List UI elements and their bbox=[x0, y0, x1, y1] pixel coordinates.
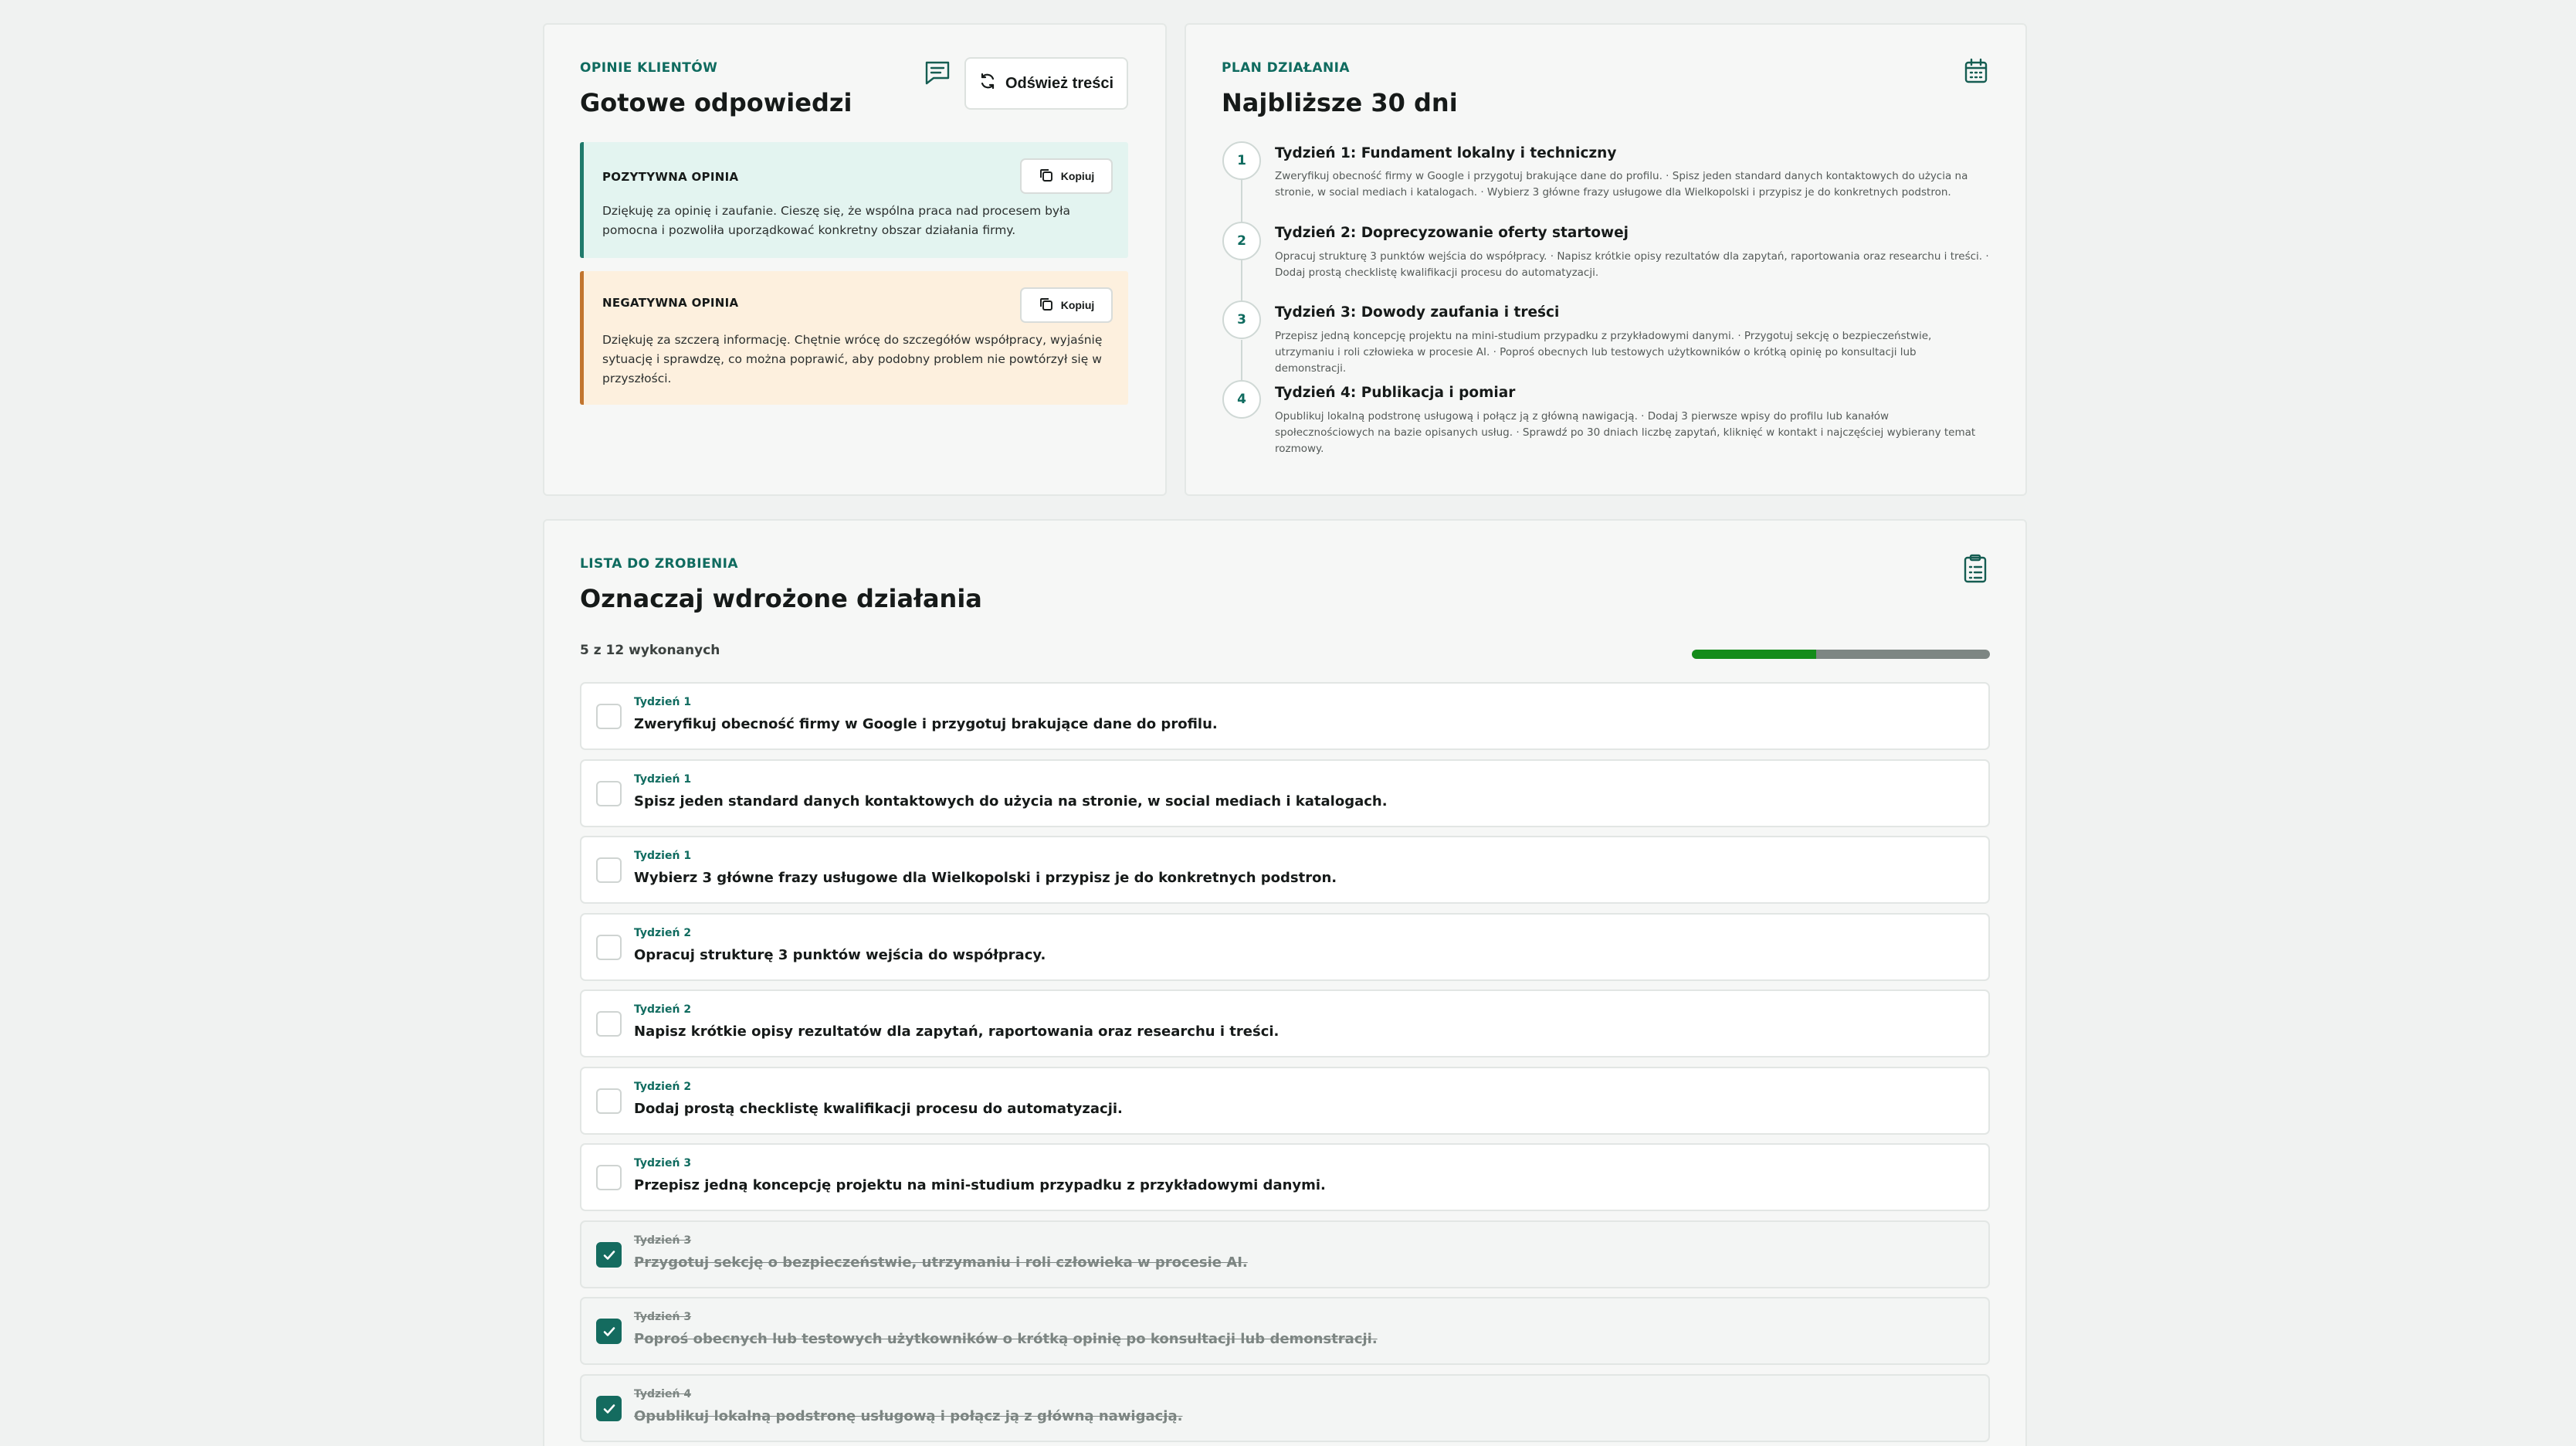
checklist-title: Oznaczaj wdrożone działania bbox=[580, 584, 982, 613]
reviews-eyebrow: OPINIE KLIENTÓW bbox=[580, 60, 718, 76]
task-text: Przygotuj sekcję o bezpieczeństwie, utrzymaniu i roli człowieka w procesie AI. bbox=[634, 1254, 1248, 1271]
task-checkbox[interactable] bbox=[596, 781, 622, 806]
task-checkbox-checked[interactable] bbox=[596, 1396, 622, 1421]
week-description: Opracuj strukturę 3 punktów wejścia do współpracy. · Napisz krótkie opisy rezultatów dla zapytań, raportowania oraz researchu i treści. · Dodaj prostą checklistę kwalifikacji procesu do automatyzacji. bbox=[1275, 250, 1989, 279]
task-checkbox[interactable] bbox=[596, 1165, 622, 1190]
task-checkbox[interactable] bbox=[596, 935, 622, 960]
task-row[interactable] bbox=[580, 836, 1990, 904]
timeline-connector bbox=[1241, 260, 1242, 305]
task-checkbox[interactable] bbox=[596, 857, 622, 883]
task-checkbox-checked[interactable] bbox=[596, 1242, 622, 1268]
checkmark-icon bbox=[602, 1401, 617, 1417]
week-description: Opublikuj lokalną podstronę usługową i połącz ją z główną nawigacją. · Dodaj 3 pierwsze wpisy do profilu lub kanałów społecznościowych na bazie opisanych usług. · Sprawdź po 30 dniach liczbę zapytań, kliknięć w kontakt i najczęściej wybierany temat rozmowy. bbox=[1275, 410, 1976, 455]
negative-reply-card bbox=[580, 271, 1128, 405]
task-row[interactable] bbox=[580, 1067, 1990, 1135]
task-week-label: Tydzień 1 bbox=[634, 773, 692, 786]
week-title: Tydzień 1: Fundament lokalny i techniczny bbox=[1275, 145, 1617, 161]
refresh-content-button[interactable] bbox=[964, 57, 1128, 110]
task-row[interactable] bbox=[580, 759, 1990, 827]
week-title: Tydzień 2: Doprecyzowanie oferty startowej bbox=[1275, 225, 1629, 241]
positive-reply-label: POZYTYWNA OPINIA bbox=[602, 170, 739, 184]
task-week-label: Tydzień 2 bbox=[634, 927, 692, 939]
week-number-badge: 2 bbox=[1222, 222, 1261, 260]
task-text: Opublikuj lokalną podstronę usługową i połącz ją z główną nawigacją. bbox=[634, 1408, 1183, 1424]
week-title: Tydzień 4: Publikacja i pomiar bbox=[1275, 385, 1516, 401]
checkmark-icon bbox=[602, 1247, 617, 1263]
progress-bar bbox=[1692, 650, 1990, 659]
negative-reply-text: Dziękuję za szczerą informację. Chętnie wrócę do szczegółów współpracy, wyjaśnię sytuację i sprawdzę, co można poprawić, aby podobny problem nie powtórzył się w przyszłości. bbox=[602, 333, 1103, 385]
week-number-badge: 4 bbox=[1222, 380, 1261, 419]
task-week-label: Tydzień 2 bbox=[634, 1003, 692, 1016]
task-week-label: Tydzień 3 bbox=[634, 1157, 692, 1169]
task-text: Napisz krótkie opisy rezultatów dla zapytań, raportowania oraz researchu i treści. bbox=[634, 1023, 1280, 1040]
task-row[interactable] bbox=[580, 1143, 1990, 1211]
task-week-label: Tydzień 1 bbox=[634, 850, 692, 862]
timeline-connector bbox=[1241, 340, 1242, 384]
copy-icon bbox=[1039, 168, 1054, 185]
copy-negative-button[interactable] bbox=[1020, 287, 1113, 323]
task-text: Zweryfikuj obecność firmy w Google i przygotuj brakujące dane do profilu. bbox=[634, 716, 1218, 732]
calendar-icon bbox=[1964, 58, 1988, 84]
task-row[interactable] bbox=[580, 1374, 1990, 1442]
task-text: Przepisz jedną koncepcję projektu na mini-studium przypadku z przykładowymi danymi. bbox=[634, 1177, 1326, 1193]
copy-positive-button[interactable] bbox=[1020, 158, 1113, 194]
task-text: Opracuj strukturę 3 punktów wejścia do współpracy. bbox=[634, 947, 1046, 963]
task-week-label: Tydzień 2 bbox=[634, 1081, 692, 1093]
progress-count: 5 z 12 wykonanych bbox=[580, 643, 720, 658]
task-checkbox[interactable] bbox=[596, 1011, 622, 1037]
task-week-label: Tydzień 3 bbox=[634, 1311, 692, 1323]
checklist-eyebrow: LISTA DO ZROBIENIA bbox=[580, 556, 738, 572]
checkmark-icon bbox=[602, 1324, 617, 1339]
plan-eyebrow: PLAN DZIAŁANIA bbox=[1222, 60, 1350, 76]
task-text: Poproś obecnych lub testowych użytkowników o krótką opinię po konsultacji lub demonstracji. bbox=[634, 1331, 1378, 1347]
week-description: Przepisz jedną koncepcję projektu na mini-studium przypadku z przykładowymi danymi. · Przygotuj sekcję o bezpieczeństwie, utrzymaniu i roli człowieka w procesie AI. · Poproś obecnych lub testowych użytkowników o krótką opinię po konsultacji lub demonstracji. bbox=[1275, 330, 1932, 375]
chat-message-icon bbox=[924, 60, 951, 85]
refresh-icon bbox=[979, 73, 996, 94]
week-number-badge: 3 bbox=[1222, 300, 1261, 339]
task-text: Wybierz 3 główne frazy usługowe dla Wielkopolski i przypisz je do konkretnych podstron. bbox=[634, 870, 1337, 886]
positive-reply-card bbox=[580, 142, 1128, 258]
week-description: Zweryfikuj obecność firmy w Google i przygotuj brakujące dane do profilu. · Spisz jeden standard danych kontaktowych do użycia na stronie, w social mediach i katalogach. · Wybierz 3 główne frazy usługowe dla Wielkopolski i przypisz je do konkretnych podstron. bbox=[1275, 170, 1968, 199]
task-row[interactable] bbox=[580, 913, 1990, 981]
task-text: Dodaj prostą checklistę kwalifikacji procesu do automatyzacji. bbox=[634, 1101, 1123, 1117]
plan-title: Najbliższe 30 dni bbox=[1222, 88, 1458, 117]
task-checkbox-checked[interactable] bbox=[596, 1319, 622, 1344]
task-week-label: Tydzień 4 bbox=[634, 1388, 692, 1400]
task-row[interactable] bbox=[580, 1297, 1990, 1365]
refresh-label: Odśwież treści bbox=[1005, 74, 1114, 92]
copy-icon bbox=[1039, 297, 1054, 314]
task-week-label: Tydzień 1 bbox=[634, 696, 692, 708]
task-row[interactable] bbox=[580, 989, 1990, 1057]
copy-label: Kopiuj bbox=[1060, 299, 1095, 311]
task-checkbox[interactable] bbox=[596, 704, 622, 729]
clipboard-list-icon bbox=[1963, 554, 1988, 583]
week-title: Tydzień 3: Dowody zaufania i treści bbox=[1275, 304, 1560, 321]
task-week-label: Tydzień 3 bbox=[634, 1234, 692, 1247]
week-number-badge: 1 bbox=[1222, 141, 1261, 180]
progress-bar-fill bbox=[1692, 650, 1816, 659]
reviews-title: Gotowe odpowiedzi bbox=[580, 88, 852, 117]
timeline-connector bbox=[1241, 180, 1242, 226]
task-row[interactable] bbox=[580, 1220, 1990, 1288]
negative-reply-label: NEGATYWNA OPINIA bbox=[602, 296, 739, 310]
copy-label: Kopiuj bbox=[1060, 170, 1095, 182]
task-checkbox[interactable] bbox=[596, 1088, 622, 1114]
positive-reply-text: Dziękuję za opinię i zaufanie. Cieszę się, że wspólna praca nad procesem była pomocna i pozwoliła uporządkować konkretny obszar działania firmy. bbox=[602, 204, 1071, 237]
task-text: Spisz jeden standard danych kontaktowych do użycia na stronie, w social mediach i katalogach. bbox=[634, 793, 1388, 810]
task-row[interactable] bbox=[580, 682, 1990, 750]
